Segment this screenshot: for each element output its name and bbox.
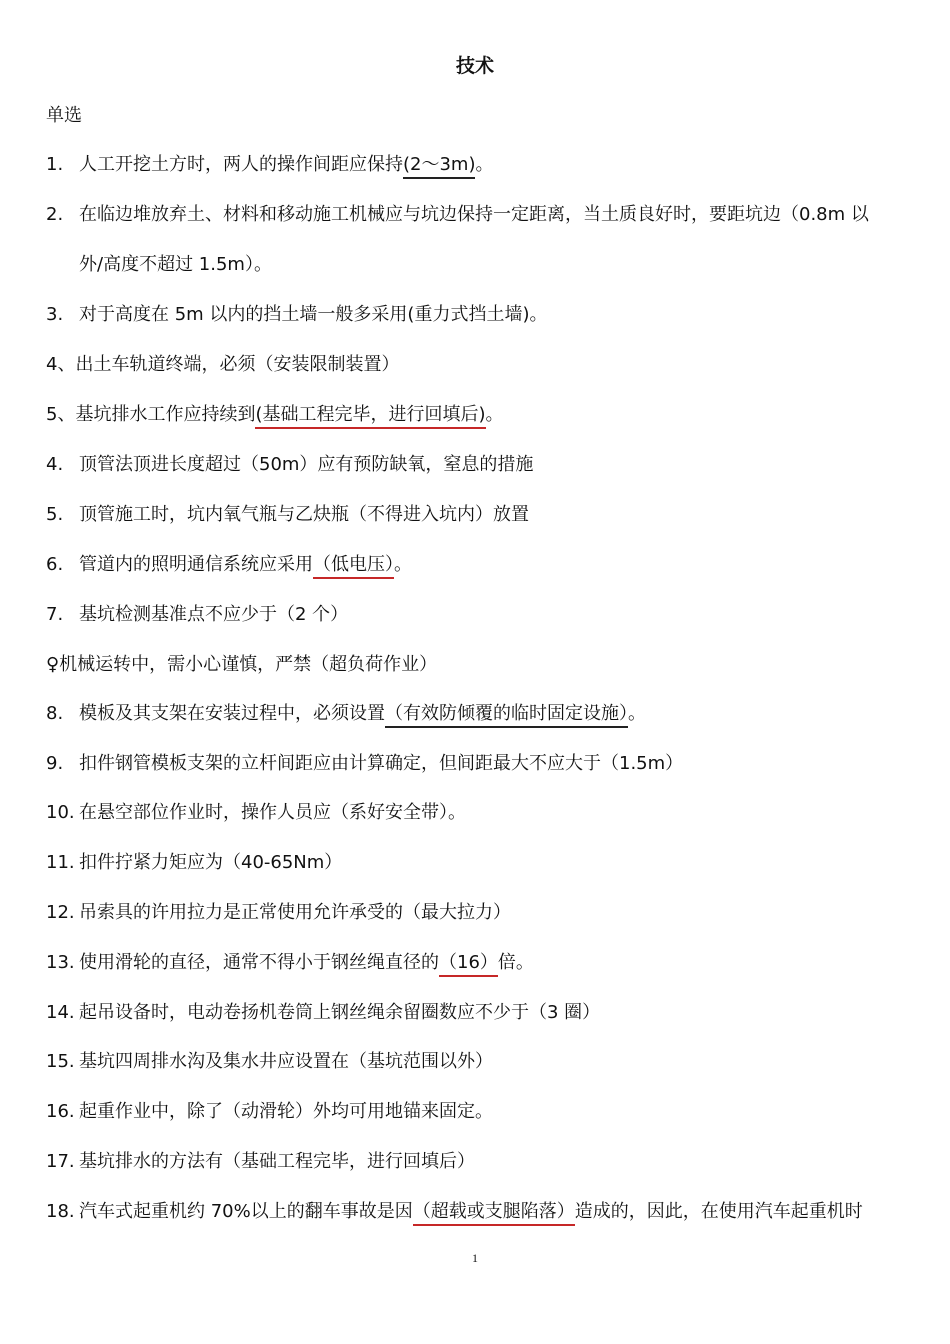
question-number: 18. xyxy=(46,1201,75,1222)
question-text: 4、出土车轨道终端，必须（安装限制装置） xyxy=(46,354,400,375)
answer-text: （低电压） xyxy=(313,554,394,579)
question-text: 扣件钢管模板支架的立杆间距应由计算确定，但间距最大不应大于（1.5m） xyxy=(79,753,684,774)
section-heading: 单选 xyxy=(46,105,82,126)
question-text: 汽车式起重机约 70%以上的翻车事故是因 xyxy=(79,1201,413,1222)
question-number: 6. xyxy=(46,554,64,575)
question-number: 13. xyxy=(46,952,75,973)
question-text: 在临边堆放弃土、材料和移动施工机械应与坑边保持一定距离，当土质良好时，要距坑边（0.8m 以 xyxy=(79,204,869,225)
question-text: 吊索具的许用拉力是正常使用 xyxy=(79,902,313,923)
answer-text: （超载或支腿陷落） xyxy=(413,1201,575,1226)
question-line xyxy=(46,799,466,827)
question-line xyxy=(46,949,534,977)
question-text: 扣件拧紧力矩应为（40-65Nm） xyxy=(79,852,343,873)
question-number: 1. xyxy=(46,154,64,175)
question-line xyxy=(46,651,437,679)
question-number: 8. xyxy=(46,703,64,724)
answer-text: （16） xyxy=(439,952,498,977)
answer-text: 允许承受的（最大拉力） xyxy=(313,902,511,923)
question-text: 使用滑轮的直径，通常不得小于钢丝绳直径的 xyxy=(79,952,439,973)
question-number: 12. xyxy=(46,902,75,923)
question-number: 7. xyxy=(46,604,64,625)
question-text: 。 xyxy=(394,554,412,575)
question-text: 顶管施工时，坑内氧气瓶与乙炔瓶（不得进入坑内）放置 xyxy=(79,504,529,525)
question-text: 在悬空部位作业时，操作人员应（系好安全带）。 xyxy=(79,802,466,823)
answer-text: (基础工程完毕，进行回填后) xyxy=(255,404,485,429)
question-text: 基坑四周排水沟及集水井应设置在（基坑范围以外） xyxy=(79,1051,493,1072)
question-text: 。 xyxy=(485,404,504,425)
question-number: 4. xyxy=(46,454,64,475)
question-line xyxy=(46,1048,493,1076)
question-number: 14. xyxy=(46,1002,75,1023)
page-title: 技术 xyxy=(455,55,494,77)
question-number: 15. xyxy=(46,1051,75,1072)
question-number: 2. xyxy=(46,204,64,225)
question-line xyxy=(46,899,511,927)
question-number: 9. xyxy=(46,753,64,774)
question-text: 。 xyxy=(475,154,494,175)
question-text: 基坑检测基准点不应少于（2 个） xyxy=(79,604,349,625)
question-line xyxy=(46,999,600,1027)
question-text: ♀机械运转中，需小心谨慎，严禁（超负荷作业） xyxy=(46,654,438,675)
question-line xyxy=(46,401,504,429)
question-text: 人工开挖土方时，两人的操作间距应保持 xyxy=(79,154,403,175)
question-line xyxy=(46,501,529,529)
question-number: 16. xyxy=(46,1101,75,1122)
question-line xyxy=(46,301,547,329)
question-line xyxy=(46,1098,493,1126)
question-line xyxy=(46,750,683,778)
question-line xyxy=(46,251,272,279)
question-text: 起重作业中，除了（动滑轮）外均可用地锚来固定。 xyxy=(79,1101,493,1122)
question-line xyxy=(46,601,348,629)
question-line xyxy=(46,700,646,728)
question-line xyxy=(46,849,342,877)
question-text: 外/高度不超过 1.5m）。 xyxy=(79,254,272,275)
question-line xyxy=(46,451,533,479)
question-line xyxy=(46,1148,475,1176)
question-text: 造成的，因此，在使用汽车起重机时 xyxy=(574,1201,863,1222)
question-number: 17. xyxy=(46,1151,75,1172)
question-line xyxy=(46,551,412,579)
answer-text: (2～3m) xyxy=(403,154,475,179)
question-text: 管道内的照明通信系统应采用 xyxy=(79,554,313,575)
answer-text: （有效防倾覆的临时固定设施） xyxy=(385,703,628,728)
question-line xyxy=(46,1198,863,1226)
question-number: 11. xyxy=(46,852,75,873)
question-line xyxy=(46,351,399,379)
question-text: 起吊设备时，电动卷扬机卷筒上钢丝绳余留圈数应不少于（3 圈） xyxy=(79,1002,601,1023)
question-number: 5. xyxy=(46,504,64,525)
question-text: 基坑排水的方法有（基础工程完毕，进行回填后） xyxy=(79,1151,475,1172)
question-text: 顶管法顶进长度超过（50m）应有预防缺氧，窒息的措施 xyxy=(79,454,534,475)
question-text: 5、基坑排水工作应持续到 xyxy=(46,404,256,425)
question-number: 10. xyxy=(46,802,75,823)
question-text: 。 xyxy=(628,703,646,724)
question-text: 对于高度在 5m 以内的挡土墙一般多采用(重力式挡土墙)。 xyxy=(79,304,548,325)
question-text: 模板及其支架在安装过程中，必须设置 xyxy=(79,703,385,724)
question-number: 3. xyxy=(46,304,64,325)
question-line xyxy=(46,201,869,229)
page-number: 1 xyxy=(472,1251,478,1265)
question-line xyxy=(46,151,493,179)
question-text: 倍。 xyxy=(497,952,534,973)
